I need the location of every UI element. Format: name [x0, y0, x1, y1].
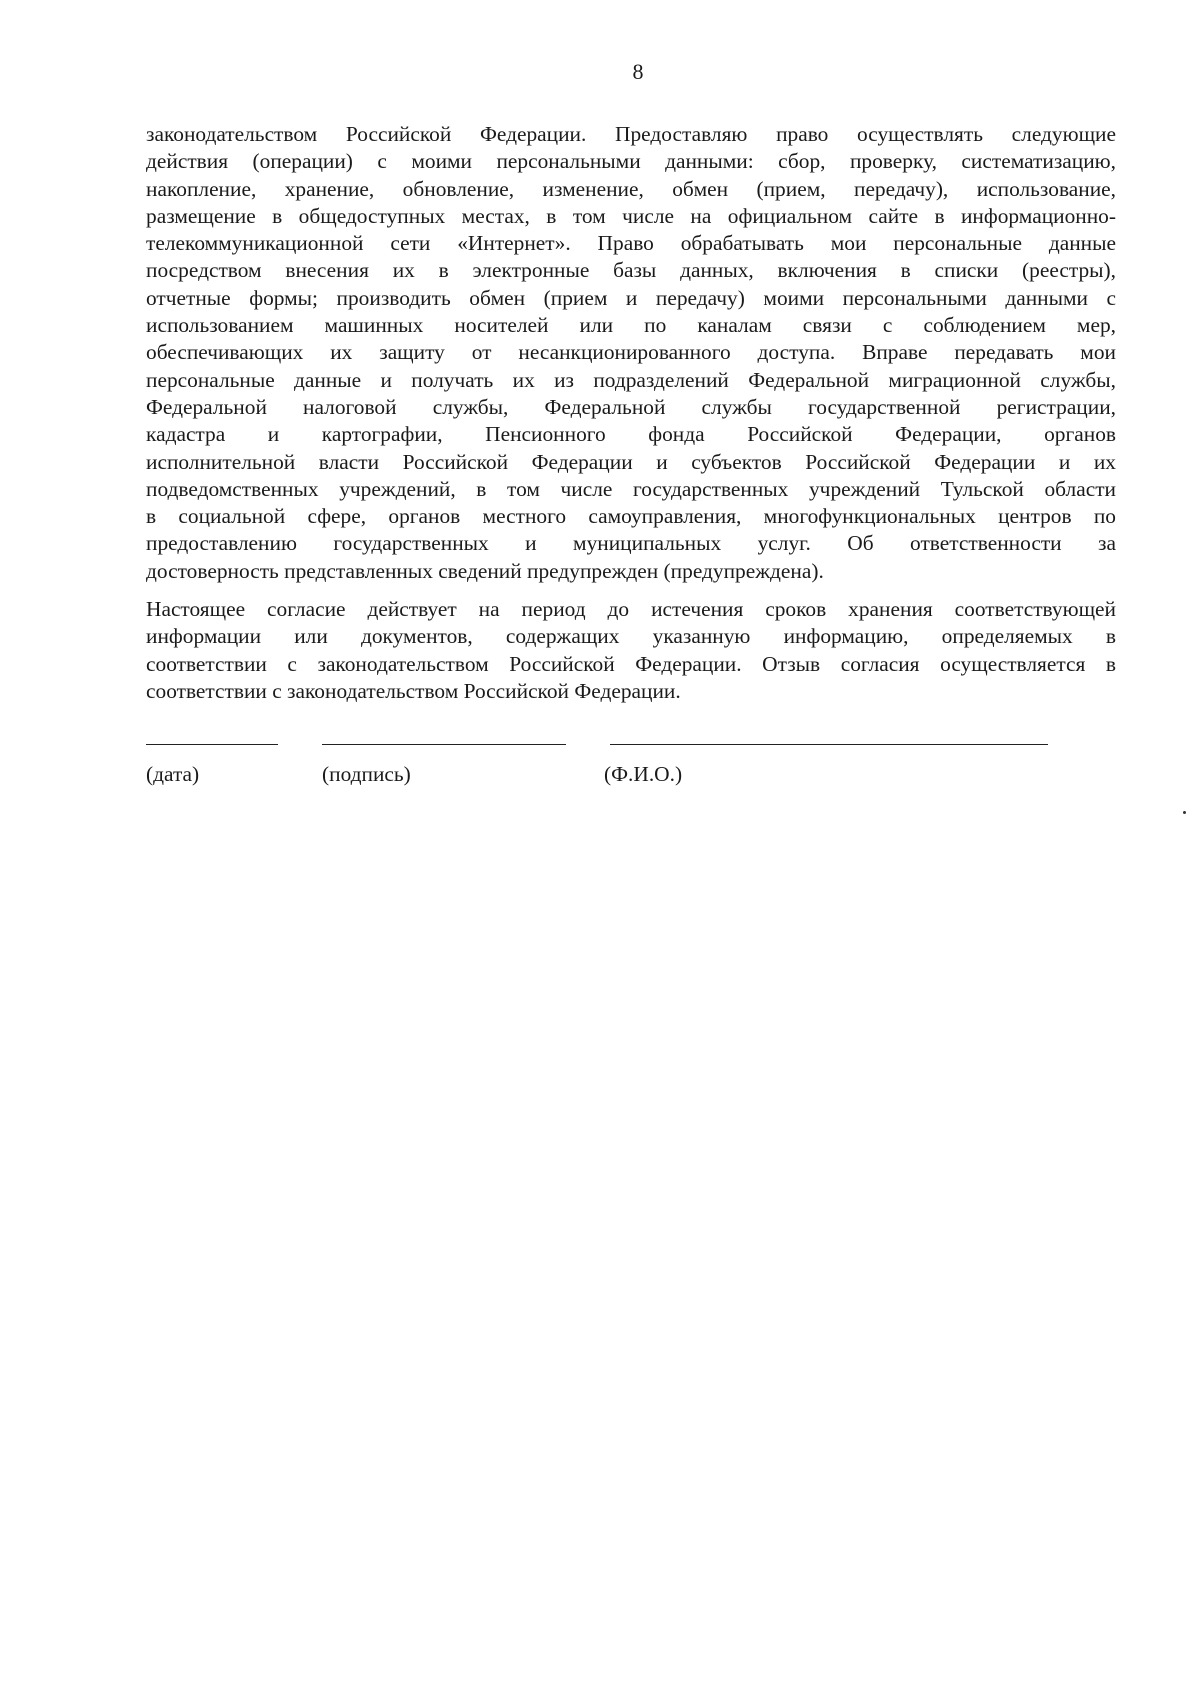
text-line: телекоммуникационной сети «Интернет». Право обрабатывать мои персональные данные — [146, 231, 1116, 256]
document-body — [146, 121, 1116, 705]
paragraph — [146, 121, 1116, 585]
text-line: информации или документов, содержащих указанную информацию, определяемых в — [146, 624, 1116, 649]
full-name-label: (Ф.И.О.) — [604, 762, 683, 786]
text-line: отчетные формы; производить обмен (прием и передачу) моими персональными данными с — [146, 285, 1116, 310]
text-line: подведомственных учреждений, в том числе государственных учреждений Тульской области — [146, 476, 1116, 501]
text-line: соответствии с законодательством Российской Федерации. — [146, 678, 681, 703]
date-signature-line — [146, 744, 278, 745]
text-line: накопление, хранение, обновление, изменение, обмен (прием, передачу), использование, — [146, 176, 1116, 201]
date-label: (дата) — [146, 762, 200, 786]
text-line: исполнительной власти Российской Федерации и субъектов Российской Федерации и их — [146, 449, 1116, 474]
paragraph — [146, 596, 1116, 705]
text-line: обеспечивающих их защиту от несанкционированного доступа. Вправе передавать мои — [146, 340, 1116, 365]
text-line: в социальной сфере, органов местного самоуправления, многофункциональных центров по — [146, 504, 1116, 529]
page-number: 8 — [632, 59, 644, 84]
full-name-signature-line — [610, 744, 1048, 745]
text-line: соответствии с законодательством Российской Федерации. Отзыв согласия осуществляется в — [146, 651, 1116, 676]
text-line: посредством внесения их в электронные базы данных, включения в списки (реестры), — [146, 258, 1116, 283]
text-line: Настоящее согласие действует на период до истечения сроков хранения соответствующей — [146, 597, 1116, 622]
text-line: действия (операции) с моими персональными данными: сбор, проверку, систематизацию, — [146, 149, 1116, 174]
text-line: кадастра и картографии, Пенсионного фонда Российской Федерации, органов — [146, 422, 1116, 447]
signature-line — [322, 744, 566, 745]
text-line: Федеральной налоговой службы, Федеральной службы государственной регистрации, — [146, 394, 1116, 419]
text-line: законодательством Российской Федерации. Предоставляю право осуществлять следующие — [146, 122, 1116, 146]
text-line: использованием машинных носителей или по каналам связи с соблюдением мер, — [146, 313, 1116, 338]
text-line: размещение в общедоступных местах, в том числе на официальном сайте в информационно- — [146, 203, 1116, 228]
text-line: достоверность представленных сведений предупрежден (предупреждена). — [146, 558, 824, 583]
scan-speck — [1183, 811, 1186, 814]
signature-label: (подпись) — [322, 762, 411, 786]
text-line: предоставлению государственных и муниципальных услуг. Об ответственности за — [146, 531, 1116, 556]
text-line: персональные данные и получать их из подразделений Федеральной миграционной службы, — [146, 367, 1116, 392]
